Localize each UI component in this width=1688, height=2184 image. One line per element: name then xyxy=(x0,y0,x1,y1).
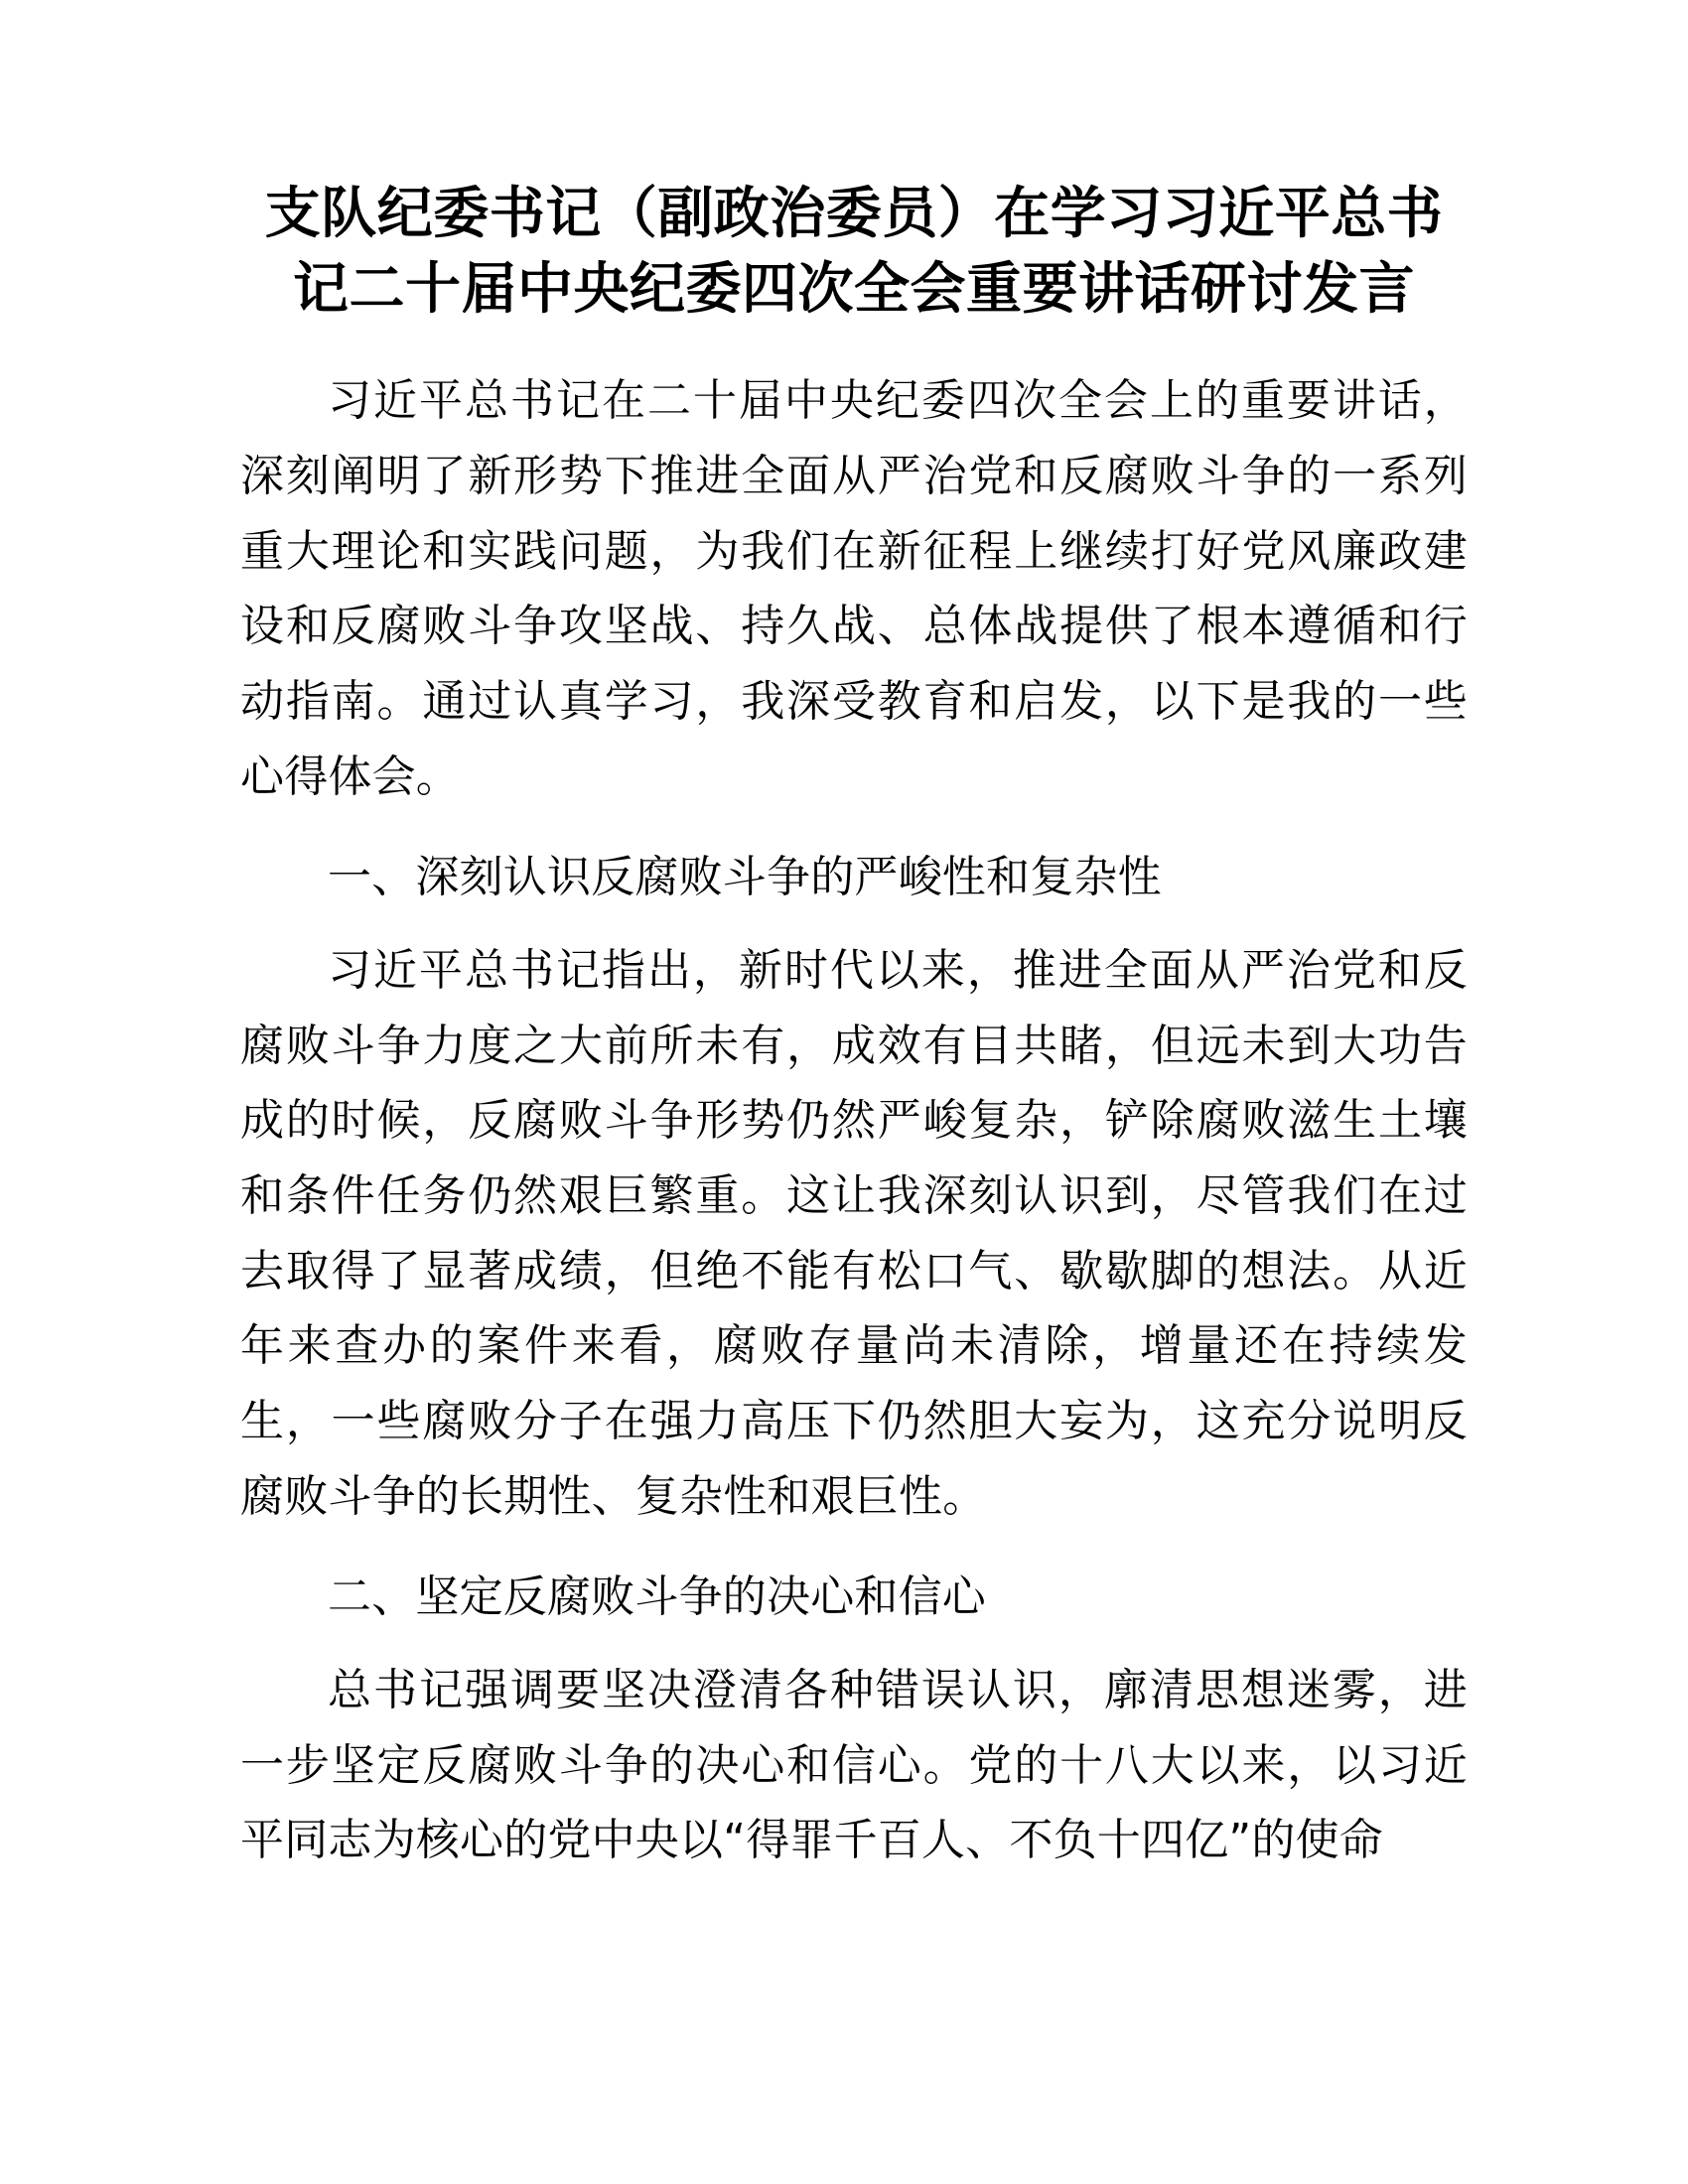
paragraph-section-1-body: 习近平总书记指出，新时代以来，推进全面从严治党和反腐败斗争力度之大前所未有，成效有目共睹，但远未到大功告成的时候，反腐败斗争形势仍然严峻复杂，铲除腐败滋生土壤和条件任务仍然艰巨繁重。这让我深刻认识到，尽管我们在过去取得了显著成绩，但绝不能有松口气、歇歇脚的想法。从近年来查办的案件来看，腐败存量尚未清除，增量还在持续发生，一些腐败分子在强力高压下仍然胆大妄为，这充分说明反腐败斗争的长期性、复杂性和艰巨性。 xyxy=(240,945,1468,1522)
paragraph-section-2-body: 总书记强调要坚决澄清各种错误认识，廓清思想迷雾，进一步坚定反腐败斗争的决心和信心。党的十八大以来，以习近平同志为核心的党中央以“得罪千百人、不负十四亿”的使命 xyxy=(240,1665,1468,1866)
paragraph-intro: 习近平总书记在二十届中央纪委四次全会上的重要讲话，深刻阐明了新形势下推进全面从严治党和反腐败斗争的一系列重大理论和实践问题，为我们在新征程上继续打好党风廉政建设和反腐败斗争攻坚战、持久战、总体战提供了根本遵循和行动指南。通过认真学习，我深受教育和启发，以下是我的一些心得体会。 xyxy=(240,375,1468,802)
page-title: 支队纪委书记（副政治委员）在学习习近平总书记二十届中央纪委四次全会重要讲话研讨发言 xyxy=(264,182,1444,323)
section-heading-1: 一、深刻认识反腐败斗争的严峻性和复杂性 xyxy=(328,852,1162,903)
section-heading-2: 二、坚定反腐败斗争的决心和信心 xyxy=(328,1571,986,1623)
